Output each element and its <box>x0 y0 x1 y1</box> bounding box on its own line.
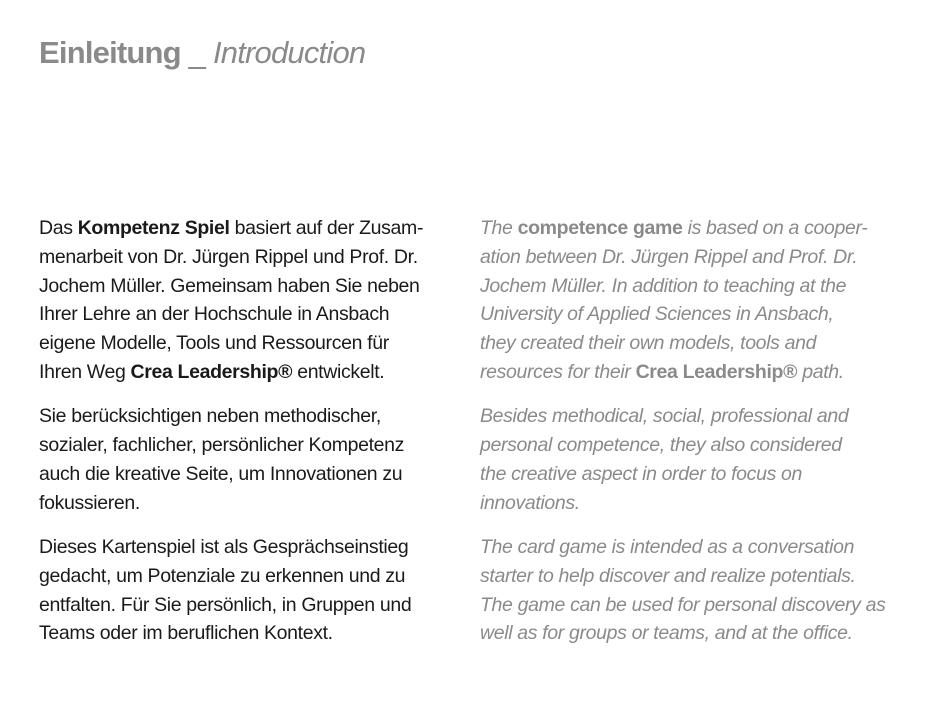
text-line: well as for groups or teams, and at the office. <box>480 622 853 645</box>
text-fragment: The <box>480 217 518 239</box>
text-line: The card game is intended as a conversation <box>480 535 855 558</box>
text-line: Dieses Kartenspiel ist als Gesprächseinstieg <box>39 535 409 558</box>
text-line: starter to help discover and realize potentials. <box>480 564 856 587</box>
text-line: auch die kreative Seite, um Innovationen zu <box>39 462 403 485</box>
text-line: sozialer, fachlicher, persönlicher Kompetenz <box>39 434 405 457</box>
page-title <box>39 34 365 72</box>
title-german: Einleitung <box>39 35 181 70</box>
english-column <box>480 214 920 664</box>
text-fragment: Das <box>39 217 78 239</box>
text-fragment: Ihren Weg <box>39 360 131 383</box>
text-line: menarbeit von Dr. Jürgen Rippel und Prof. Dr. <box>39 245 418 268</box>
text-line: the creative aspect in order to focus on <box>480 462 803 485</box>
text-fragment: entwickelt. <box>292 360 385 383</box>
english-paragraph-3 <box>480 533 920 648</box>
text-line: entfalten. Für Sie persönlich, in Gruppen und <box>39 593 412 616</box>
text-line: they created their own models, tools and <box>480 332 817 355</box>
text-line <box>39 214 469 243</box>
highlight-crea-leadership: Crea Leadership® <box>635 360 798 383</box>
text-fragment: is based on a cooper- <box>682 217 868 239</box>
text-line: The game can be used for personal discovery as <box>480 593 886 616</box>
text-line: Besides methodical, social, professional and <box>480 405 849 428</box>
text-line: Sie berücksichtigen neben methodischer, <box>39 405 381 428</box>
title-english: Introduction <box>212 35 366 70</box>
text-line: gedacht, um Potenziale zu erkennen und zu <box>39 564 406 587</box>
title-separator: _ <box>188 35 206 70</box>
english-paragraph-1 <box>480 214 920 387</box>
german-paragraph-3 <box>39 533 469 648</box>
text-line: Ihrer Lehre an der Hochschule in Ansbach <box>39 303 390 326</box>
german-paragraph-2 <box>39 402 469 517</box>
text-line <box>480 358 920 387</box>
text-fragment: basiert auf der Zusam- <box>229 217 424 239</box>
german-paragraph-1 <box>39 214 469 387</box>
highlight-kompetenz-spiel: Kompetenz Spiel <box>77 217 230 239</box>
text-line: Jochem Müller. Gemeinsam haben Sie neben <box>39 274 420 297</box>
text-line <box>39 358 469 387</box>
text-line: eigene Modelle, Tools und Ressourcen für <box>39 332 389 355</box>
text-line: innovations. <box>480 491 580 514</box>
text-fragment: path. <box>797 360 844 383</box>
highlight-crea-leadership: Crea Leadership® <box>130 360 293 383</box>
text-line: Jochem Müller. In addition to teaching at the <box>480 274 847 297</box>
text-line: personal competence, they also considered <box>480 434 842 457</box>
german-column <box>39 214 469 664</box>
text-line: University of Applied Sciences in Ansbach, <box>480 303 834 326</box>
text-line: Teams oder im beruflichen Kontext. <box>39 622 333 645</box>
text-line: ation between Dr. Jürgen Rippel and Prof. Dr. <box>480 245 858 268</box>
english-paragraph-2 <box>480 402 920 517</box>
text-fragment: resources for their <box>480 360 636 383</box>
text-line <box>480 214 920 243</box>
highlight-competence-game: competence game <box>517 217 683 239</box>
text-line: fokussieren. <box>39 491 140 514</box>
